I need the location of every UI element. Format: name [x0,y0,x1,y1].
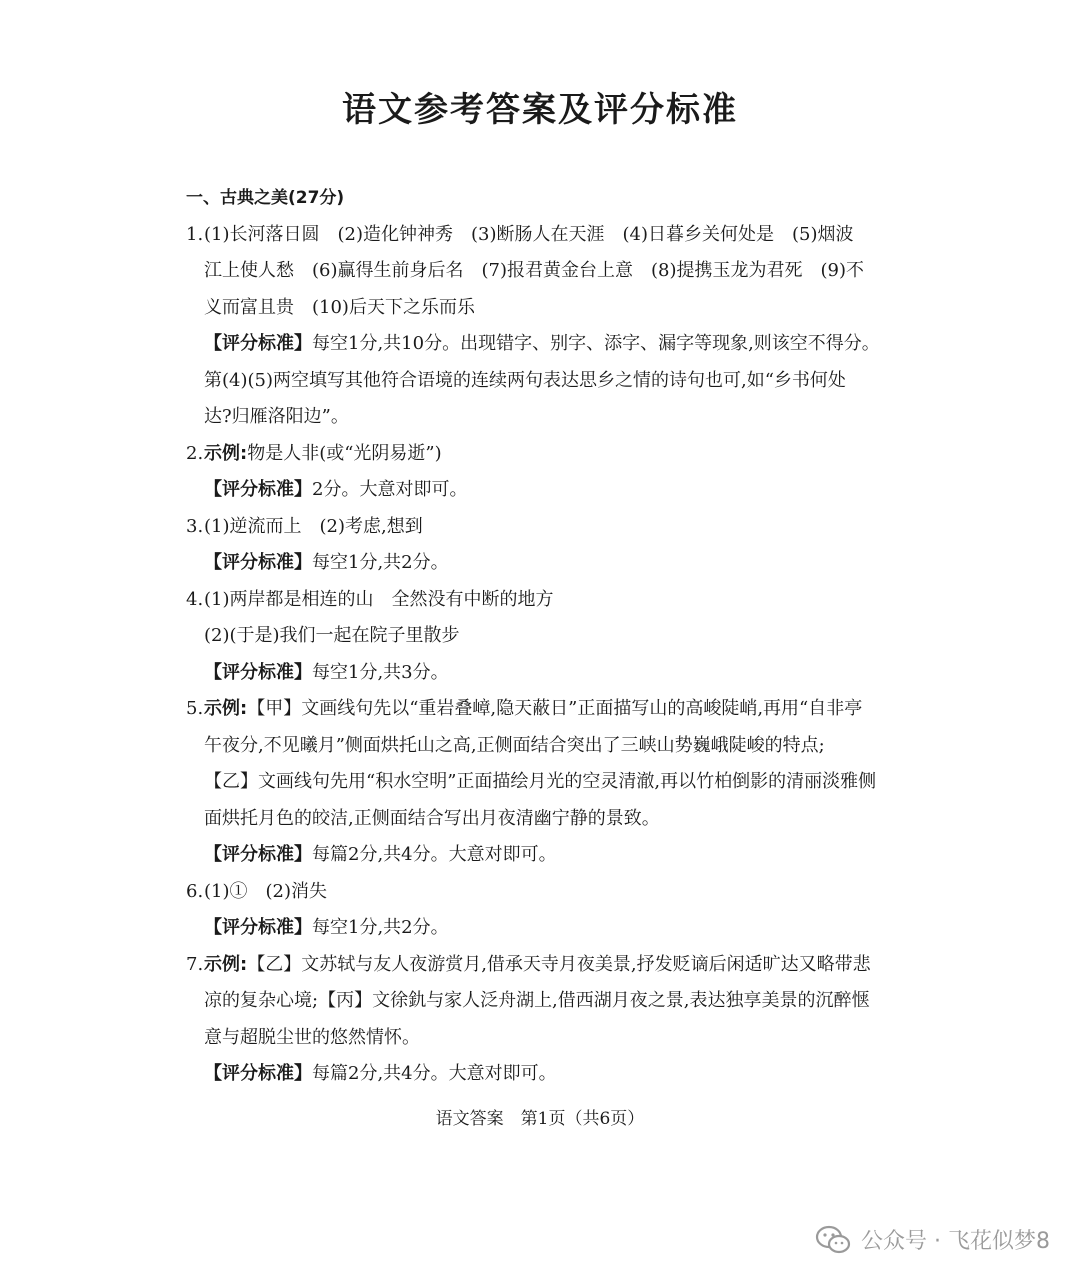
answer-line: 义而富且贵 (10)后天下之乐而乐 [204,296,475,318]
answer-line: 意与超脱尘世的悠然情怀。 [204,1026,420,1048]
question-number: 2. [186,442,204,464]
answer-line: (2)(于是)我们一起在院子里散步 [204,625,460,646]
question-number: 7. [186,953,204,975]
answer-line: (1)长河落日圆 (2)造化钟神秀 (3)断肠人在天涯 (4)日暮乡关何处是 (5)烟波 [204,223,854,245]
watermark [815,1224,1050,1255]
answer-line: 面烘托月色的皎洁,正侧面结合写出月夜清幽宁静的景致。 [204,807,660,829]
scoring-standard: 【评分标准】每空1分,共2分。 [204,552,449,573]
scoring-line: 第(4)(5)两空填写其他符合语境的连续两句表达思乡之情的诗句也可,如“乡书何处 [204,369,846,391]
answer-line: 示例:【甲】文画线句先以“重岩叠嶂,隐天蔽日”正面描写山的高峻陡峭,再用“自非亭 [204,698,863,719]
question-number: 1. [186,223,204,245]
answer-line: 【乙】文画线句先用“积水空明”正面描绘月光的空灵清澈,再以竹柏倒影的清丽淡雅侧 [204,771,877,792]
question-6 [186,874,914,947]
answer-content [186,180,914,1093]
question-3 [186,509,914,582]
scoring-label: 【评分标准】 [204,661,312,683]
page-title: 语文参考答案及评分标准 [342,90,738,130]
question-number: 4. [186,588,204,610]
scoring-standard: 【评分标准】每空1分,共10分。出现错字、别字、添字、漏字等现象,则该空不得分。 [204,333,880,354]
scoring-standard: 【评分标准】2分。大意对即可。 [204,479,468,500]
answer-line: 江上使人愁 (6)赢得生前身后名 (7)报君黄金台上意 (8)提携玉龙为君死 (9)不 [204,260,864,281]
example-label: 示例: [204,953,248,975]
answer-line: (1)逆流而上 (2)考虑,想到 [204,515,423,537]
question-7 [186,947,914,1093]
scoring-label: 【评分标准】 [204,917,312,938]
scoring-label: 【评分标准】 [204,479,312,500]
answer-line: 示例:物是人非(或“光阴易逝”) [204,442,442,464]
scoring-line: 达?归雁洛阳边”。 [204,406,349,427]
question-number: 5. [186,698,204,719]
watermark-text: 公众号 · 飞花似梦8 [861,1229,1050,1254]
scoring-standard: 【评分标准】每空1分,共3分。 [204,661,449,683]
answer-line: (1)① (2)消失 [204,880,327,902]
answer-line: 午夜分,不见曦月”侧面烘托山之高,正侧面结合突出了三峡山势巍峨陡峻的特点; [204,734,825,756]
example-label: 示例: [204,442,248,464]
scoring-label: 【评分标准】 [204,333,312,354]
answer-line: 示例:【乙】文苏轼与友人夜游赏月,借承天寺月夜美景,抒发贬谪后闲适旷达又略带悲 [204,953,871,975]
scoring-label: 【评分标准】 [204,844,312,865]
question-number: 3. [186,515,204,537]
scoring-label: 【评分标准】 [204,552,312,573]
question-1 [186,217,914,436]
example-label: 示例: [204,698,248,719]
page-footer: 语文答案 第1页（共6页） [435,1109,645,1129]
question-number: 6. [186,880,204,902]
question-5 [186,691,914,874]
wechat-icon [815,1225,851,1255]
scoring-standard: 【评分标准】每空1分,共2分。 [204,917,449,938]
question-2 [186,436,914,509]
answer-line: 凉的复杂心境;【丙】文徐釚与家人泛舟湖上,借西湖月夜之景,表达独享美景的沉醉惬 [204,990,870,1011]
scoring-label: 【评分标准】 [204,1063,312,1084]
scoring-standard: 【评分标准】每篇2分,共4分。大意对即可。 [204,844,557,865]
answer-line: (1)两岸都是相连的山 全然没有中断的地方 [204,588,554,610]
scoring-standard: 【评分标准】每篇2分,共4分。大意对即可。 [204,1063,557,1084]
question-4 [186,582,914,692]
section-heading: 一、古典之美(27分) [186,188,345,208]
